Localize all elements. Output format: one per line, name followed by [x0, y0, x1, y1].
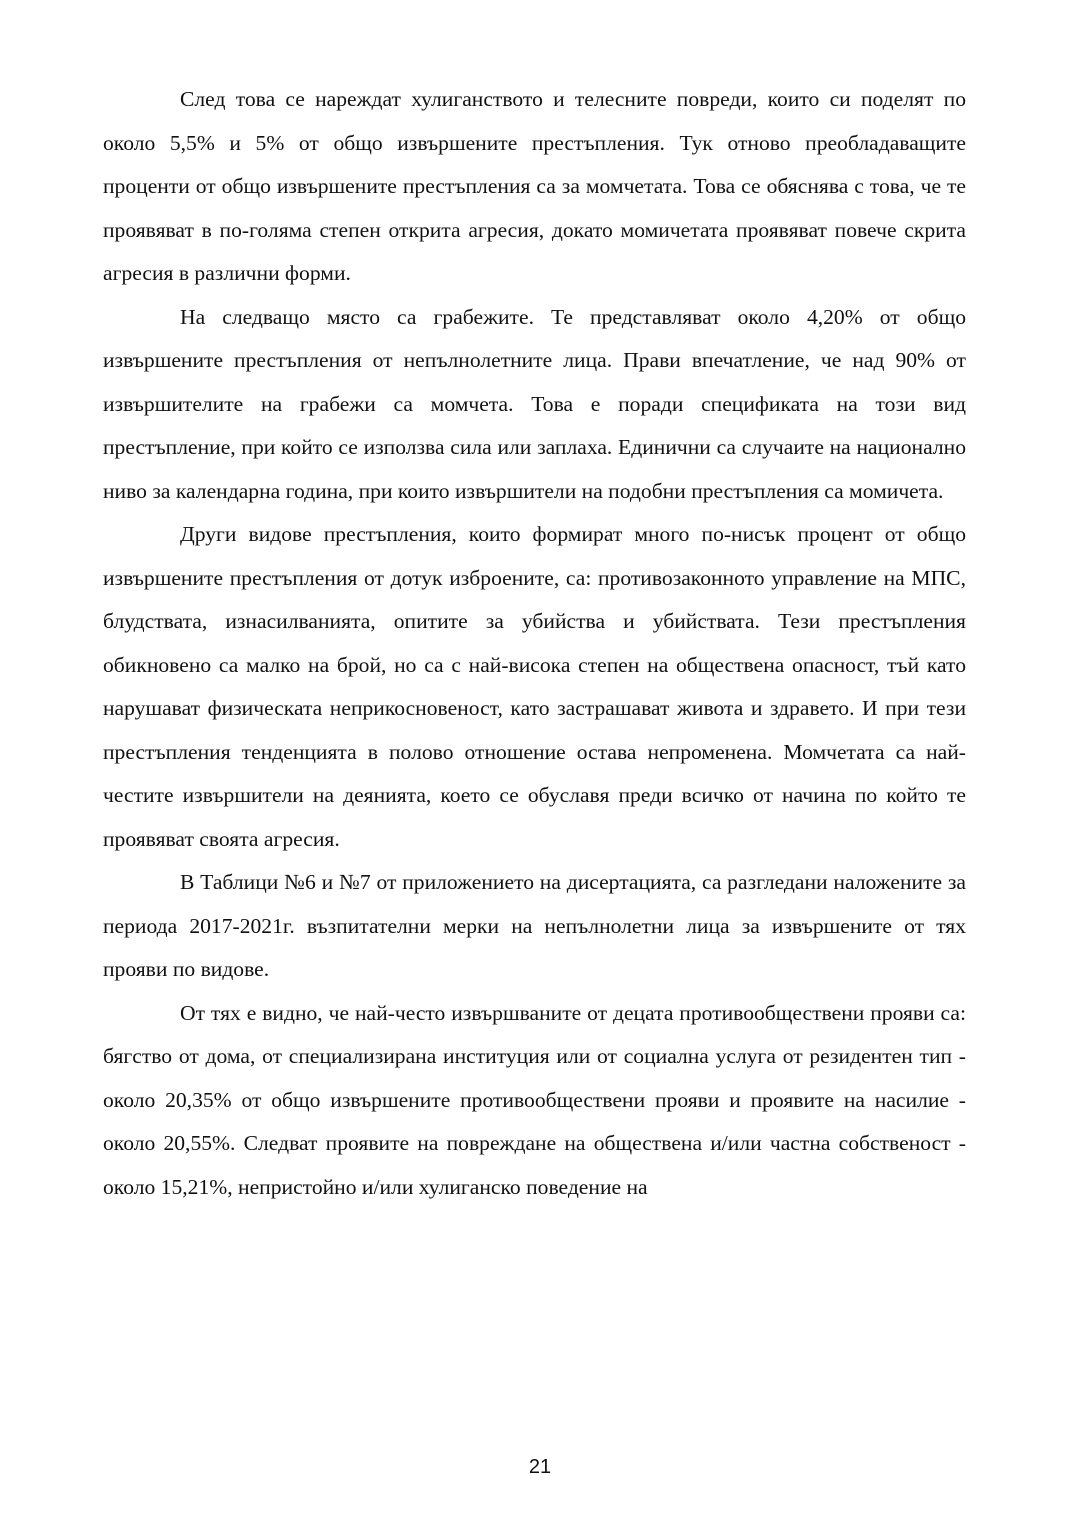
- page-number: 21: [528, 1456, 552, 1478]
- paragraph-tables: В Таблици №6 и №7 от приложението на дисертацията, са разгледани наложените за периода 2017-2021г. възпитателни мерки на непълнолетни лица за извършените от тях прояви по видове.: [103, 870, 966, 981]
- paragraph-antisocial-acts: От тях е видно, че най-често извършваните от децата противообществени прояви са: бягство от дома, от специализирана институция или от социална услуга от резидентен тип - около 20,35% от общо извършените противообществени прояви и проявите на насилие - около 20,55%. Следват проявите на повреждане на обществена и/или частна собственост - около 15,21%, непристойно и/или хулиганско поведение на: [103, 1000, 966, 1199]
- body-text: [103, 78, 966, 1209]
- paragraph-hooliganism: След това се нареждат хулиганството и телесните повреди, които си поделят по около 5,5% и 5% от общо извършените престъпления. Тук отново преобладаващите проценти от общо извършените престъпления са за момчетата. Това се обяснява с това, че те проявяват в по-голяма степен открита агресия, докато момичетата проявяват повече скрита агресия в различни форми.: [103, 87, 966, 285]
- paragraph-other-crimes: Други видове престъпления, които формират много по-нисък процент от общо извършените престъпления от дотук изброените, са: противозаконното управление на МПС, блудствата, изнасилванията, опитите за убийства и убийствата. Тези престъпления обикновено са малко на брой, но са с най-висока степен на обществена опасност, тъй като нарушават физическата неприкосновеност, като застрашават живота и здравето. И при тези престъпления тенденцията в полово отношение остава непроменена. Момчетата са най-честите извършители на деянията, което се обуславя преди всичко от начина по който те проявяват своята агресия.: [103, 522, 966, 851]
- paragraph-robberies: На следващо място са грабежите. Те представляват около 4,20% от общо извършените престъпления от непълнолетните лица. Прави впечатление, че над 90% от извършителите на грабежи са момчета. Това е поради спецификата на този вид престъпление, при който се използва сила или заплаха. Единични са случаите на национално ниво за календарна година, при които извършители на подобни престъпления са момичета.: [103, 304, 966, 503]
